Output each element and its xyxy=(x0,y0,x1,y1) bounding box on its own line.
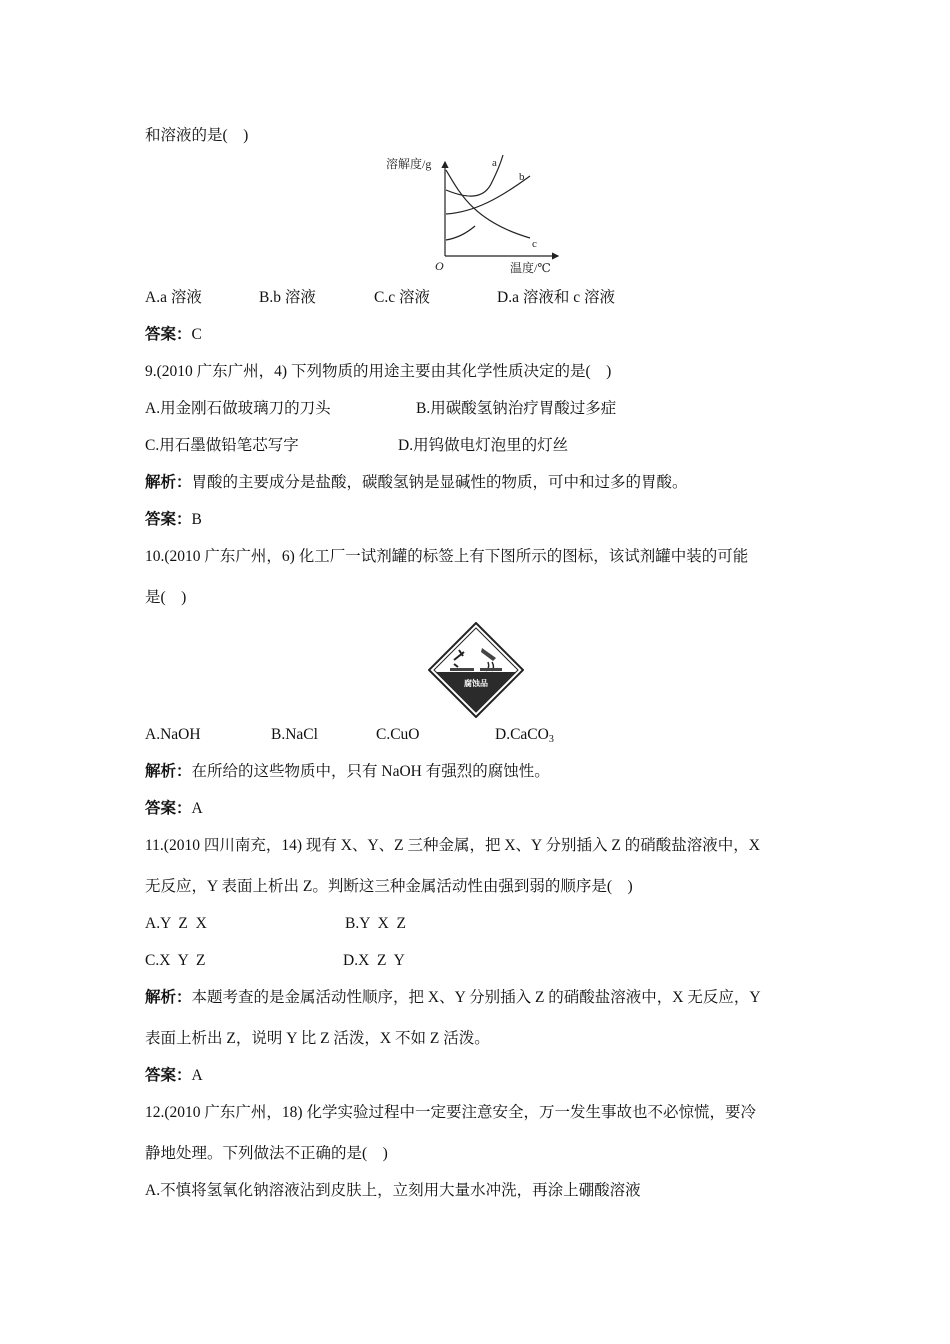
y-axis-label: 溶解度/g xyxy=(386,157,432,171)
solubility-figure xyxy=(380,152,570,278)
q12-stem-line1: 12.(2010 广东广州，18) 化学实验过程中一定要注意安全，万一发生事故也不必惊慌，要冷 xyxy=(145,1104,756,1121)
curve-label-b: b xyxy=(519,171,525,183)
q10-option-d-main: D.CaCO xyxy=(495,726,549,743)
q11-option-c: C.X Y Z xyxy=(145,952,206,969)
q9-option-c: C.用石墨做铅笔芯写字 xyxy=(145,437,299,454)
analysis-label: 解析： xyxy=(145,763,192,780)
q9-option-d: D.用钨做电灯泡里的灯丝 xyxy=(398,437,569,454)
corrosive-hazard-sign xyxy=(428,622,524,718)
q8-option-d: D.a 溶液和 c 溶液 xyxy=(497,289,615,306)
q10-option-a: A.NaOH xyxy=(145,726,201,743)
q9-option-a: A.用金刚石做玻璃刀的刀头 xyxy=(145,400,331,417)
curve-c xyxy=(446,170,530,238)
q8-option-c: C.c 溶液 xyxy=(374,289,430,306)
q9-stem: 9.(2010 广东广州，4) 下列物质的用途主要由其化学性质决定的是( ) xyxy=(145,363,612,380)
origin-label: O xyxy=(435,259,444,273)
analysis-text: 在所给的这些物质中，只有 NaOH 有强烈的腐蚀性。 xyxy=(191,763,550,780)
q11-option-d: D.X Z Y xyxy=(343,952,405,969)
sign-text: 腐蚀品 xyxy=(464,679,488,688)
q12-option-a: A.不慎将氢氧化钠溶液沾到皮肤上，立刻用大量水冲洗，再涂上硼酸溶液 xyxy=(145,1182,641,1199)
q11-answer xyxy=(145,1066,203,1086)
answer-label: 答案： xyxy=(145,326,192,343)
q9-option-b: B.用碳酸氢钠治疗胃酸过多症 xyxy=(416,400,617,417)
answer-label: 答案： xyxy=(145,1067,192,1084)
q11-analysis-line1 xyxy=(145,988,761,1008)
answer-label: 答案： xyxy=(145,800,192,817)
q10-analysis xyxy=(145,762,550,782)
answer-value: C xyxy=(191,326,202,343)
curve-b xyxy=(446,176,530,214)
answer-value: A xyxy=(191,800,203,817)
curve-label-a: a xyxy=(492,157,497,169)
q10-stem-line1: 10.(2010 广东广州，6) 化工厂一试剂罐的标签上有下图所示的图标，该试剂罐中装的可能 xyxy=(145,548,749,565)
q9-analysis xyxy=(145,473,688,493)
q10-answer xyxy=(145,799,203,819)
q10-option-d-subscript: 3 xyxy=(548,734,554,745)
analysis-label: 解析： xyxy=(145,474,192,491)
q11-stem-line2: 无反应，Y 表面上析出 Z。判断这三种金属活动性由强到弱的顺序是( ) xyxy=(145,878,633,895)
q10-option-d xyxy=(495,725,554,750)
q11-option-a: A.Y Z X xyxy=(145,915,207,932)
curve-c-start xyxy=(446,226,475,240)
analysis-text: 本题考查的是金属活动性顺序，把 X、Y 分别插入 Z 的硝酸盐溶液中，X 无反应，Y xyxy=(191,989,761,1006)
q8-answer xyxy=(145,325,202,345)
q9-answer xyxy=(145,510,202,530)
answer-value: A xyxy=(191,1067,203,1084)
analysis-label: 解析： xyxy=(145,989,192,1006)
analysis-text: 胃酸的主要成分是盐酸，碳酸氢钠是显碱性的物质，可中和过多的胃酸。 xyxy=(191,474,688,491)
q10-option-b: B.NaCl xyxy=(271,726,318,743)
answer-value: B xyxy=(191,511,202,528)
q8-option-b: B.b 溶液 xyxy=(259,289,316,306)
q8-stem-tail: 和溶液的是( ) xyxy=(145,127,249,144)
q11-analysis-line2: 表面上析出 Z，说明 Y 比 Z 活泼，X 不如 Z 活泼。 xyxy=(145,1030,490,1047)
q10-option-c: C.CuO xyxy=(376,726,420,743)
q12-stem-line2: 静地处理。下列做法不正确的是( ) xyxy=(145,1145,388,1162)
x-axis-label: 温度/℃ xyxy=(510,261,551,275)
answer-label: 答案： xyxy=(145,511,192,528)
q11-stem-line1: 11.(2010 四川南充，14) 现有 X、Y、Z 三种金属，把 X、Y 分别插入 Z 的硝酸盐溶液中，X xyxy=(145,837,760,854)
curve-label-c: c xyxy=(532,238,537,250)
q8-option-a: A.a 溶液 xyxy=(145,289,202,306)
q10-stem-line2: 是( ) xyxy=(145,589,187,606)
q11-option-b: B.Y X Z xyxy=(345,915,406,932)
